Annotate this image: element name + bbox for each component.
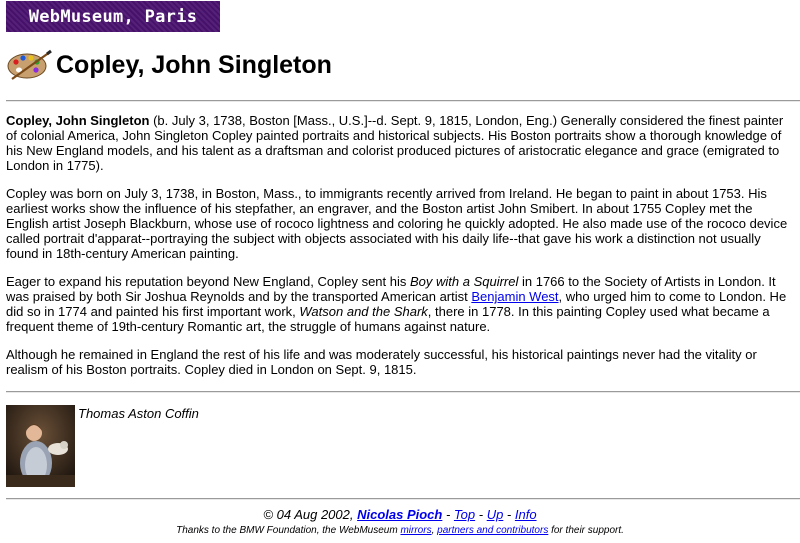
artist-name: Copley, John Singleton [6,113,150,128]
text-segment: Eager to expand his reputation beyond New England, Copley sent his [6,274,410,289]
partners-link[interactable]: partners and contributors [437,525,549,536]
divider-middle [6,391,800,393]
thanks-text: Thanks to the BMW Foundation, the WebMuseum [176,525,401,536]
paragraph-early-life: Copley was born on July 3, 1738, in Boston, Mass., to immigrants recently arrived from Ireland. He began to paint in about 1753. His earliest works show the influence of his stepfather, an engraver, and the Boston artist John Smibert. In about 1755 Copley met the English artist Joseph Blackburn, whose use of rococo lightness and coloring he quickly adopted. He also made use of the rococo device called portrait d'apparat--portraying the subject with objects associated with his daily life--that gave his work a distinction not usually found in 18th-century American painting. [6,186,788,261]
mirrors-link[interactable]: mirrors [400,525,432,536]
page-header [6,48,332,82]
footer-credits [0,507,800,522]
painting-thumbnail[interactable] [6,405,75,487]
link-benjamin-west[interactable]: Benjamin West [471,289,559,304]
text-segment: , there in 1778. In this painting Copley used what became a frequent theme of 19th-century Romantic art, the struggle of humans against nature. [6,304,770,334]
footer-thanks [0,525,800,536]
info-link[interactable]: Info [514,507,537,522]
work-title-boy-with-squirrel: Boy with a Squirrel [409,274,519,289]
thanks-text: , [431,525,438,536]
intro-text: (b. July 3, 1738, Boston [Mass., U.S.]--d. Sept. 9, 1815, London, Eng.) Generally considered the finest painter of colonial America, John Singleton Copley painted portraits and historical subjects. His Boston portraits show a thorough knowledge of his New England models, and his talent as a draftsman and colorist produced pictures of aristocratic elegance and grace (emigrated to London in 1775). [6,113,784,173]
text-segment: , who urged him to come to London. He did so in 1774 and painted his first important work, [6,289,787,319]
copyright-text: © 04 Aug 2002, [263,507,358,522]
painting-caption: Thomas Aston Coffin [78,406,199,421]
work-title-watson-and-shark: Watson and the Shark [299,304,428,319]
banner-text: WebMuseum, Paris [28,6,198,27]
up-link[interactable]: Up [486,507,504,522]
top-link[interactable]: Top [453,507,476,522]
paragraph-intro [6,113,794,173]
webmuseum-banner[interactable] [6,1,220,32]
separator: - [475,507,487,522]
separator: - [503,507,515,522]
biography [6,113,794,390]
author-link[interactable]: Nicolas Pioch [357,507,443,522]
separator: - [442,507,454,522]
divider-bottom [6,498,800,500]
palette-icon [6,48,52,82]
thanks-text: for their support. [548,525,624,536]
page-title: Copley, John Singleton [56,50,332,79]
paragraph-london [6,274,794,334]
text-segment: in 1766 to the Society of Artists in London. It was praised by both Sir Joshua Reynolds and by the transported American artist [6,274,776,304]
divider-top [6,100,800,102]
paragraph-later-life: Although he remained in England the rest of his life and was moderately successful, his historical paintings never had the vitality or realism of his Boston portraits. Copley died in London on Sept. 9, 1815. [6,347,757,377]
